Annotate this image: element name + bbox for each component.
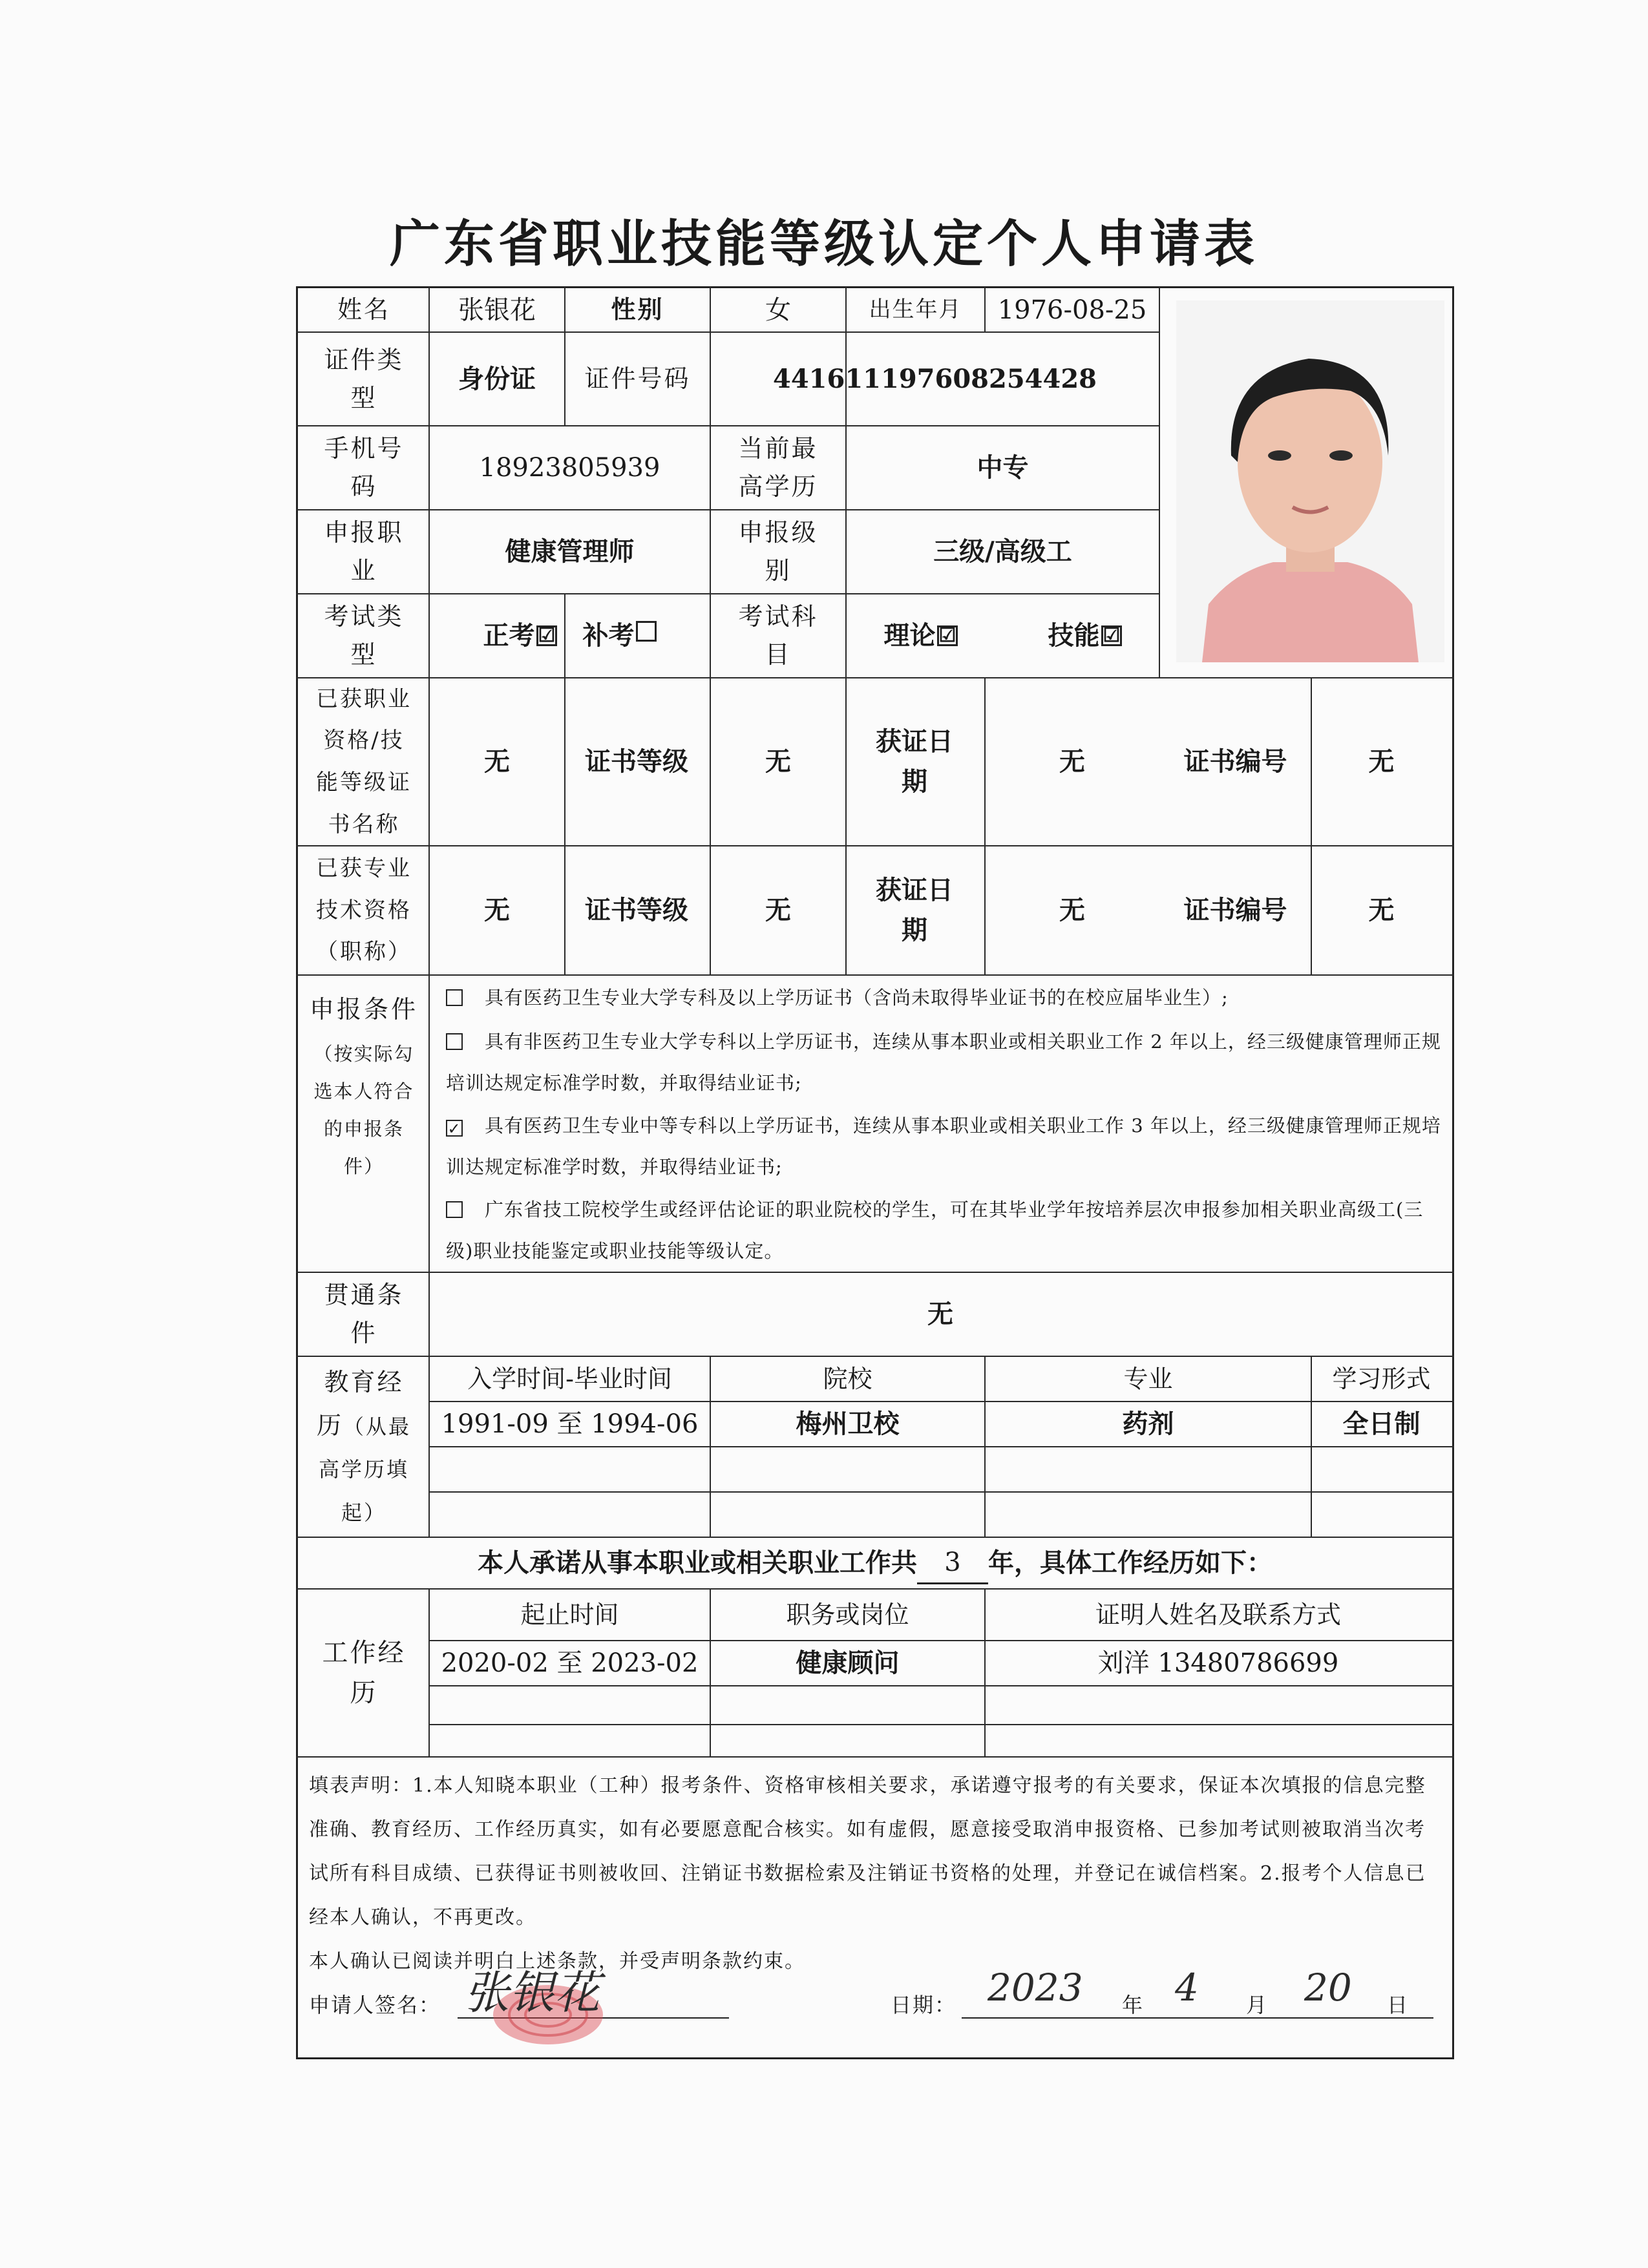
level-label: 申报级别: [738, 518, 818, 585]
edu-value: 中专: [977, 452, 1029, 483]
date-label: 日期：: [891, 1993, 957, 2017]
cert2-name: 无: [484, 895, 510, 925]
edu-header-mode: 学习形式: [1332, 1364, 1431, 1393]
checkbox-checked-icon[interactable]: ☑: [937, 625, 958, 646]
date-month: 4: [1175, 1966, 1199, 2010]
condition-item-2[interactable]: 具有非医药卫生专业大学专科以上学历证书，连续从事本职业或相关职业工作 2 年以上，经三级健康管理师正规培训达规定标准学时数，并取得结业证书;: [446, 1031, 1441, 1094]
applicant-photo: [1176, 300, 1444, 662]
form-title: 广东省职业技能等级认定个人申请表: [389, 215, 1258, 273]
work-header-position: 职务或岗位: [786, 1600, 909, 1629]
checkbox-empty-icon[interactable]: [446, 1033, 463, 1050]
date-year-unit: 年: [1122, 1993, 1143, 2017]
education-label-block: [309, 1357, 419, 1537]
id-type-label: 证件类型: [324, 345, 404, 412]
condition-item-3[interactable]: ✓ 具有医药卫生专业中等专科以上学历证书，连续从事本职业或相关职业工作 3 年以上，经三级健康管理师正规培训达规定标准学时数，并取得结业证书;: [446, 1115, 1441, 1178]
gender-label: 性别: [611, 295, 664, 324]
conditions-label: 申报条件: [309, 995, 418, 1024]
education-label-note: （从最高学历填起）: [318, 1414, 412, 1525]
date-year: 2023: [988, 1966, 1083, 2010]
signature-label: 申请人签名：: [309, 1993, 441, 2017]
occupation-label: 申报职业: [324, 518, 404, 585]
work-row-witness: 刘洋 13480786699: [1097, 1648, 1339, 1678]
level-value: 三级/高级工: [933, 536, 1072, 567]
edu-header-major: 专业: [1123, 1364, 1173, 1393]
exam-subject-skill[interactable]: 技能 ☑: [1048, 616, 1122, 656]
through-value: 无: [927, 1299, 953, 1329]
birth-label: 出生年月: [869, 297, 962, 323]
gender-value: 女: [765, 295, 791, 325]
work-label: 工作经历: [322, 1638, 406, 1708]
edu-row-mode: 全日制: [1342, 1409, 1421, 1439]
exam-type-options: [430, 594, 710, 677]
edu-row-major: 药剂: [1122, 1409, 1174, 1439]
conditions-label-block: [309, 989, 419, 1185]
edu-label: 当前最高学历: [738, 434, 818, 501]
name-value: 张银花: [458, 295, 536, 325]
occupation-value: 健康管理师: [505, 536, 635, 567]
exam-subject-options: [847, 594, 1159, 677]
id-no-label: 证件号码: [584, 364, 691, 394]
birth-value: 1976-08-25: [997, 295, 1147, 325]
work-row-period: 2020-02 至 2023-02: [441, 1648, 699, 1678]
date-day: 20: [1304, 1966, 1352, 2010]
pledge-years: 3: [917, 1542, 988, 1584]
education-label: 教育经历: [316, 1368, 404, 1440]
cert2-grade-label: 证书等级: [585, 895, 688, 925]
declaration-confirm: 本人确认已阅读并明白上述条款，并受声明条款约束。: [309, 1950, 805, 1973]
edu-row-school: 梅州卫校: [796, 1409, 900, 1439]
cert2-no: 无: [1368, 895, 1395, 925]
name-label: 姓名: [337, 295, 390, 324]
edu-row-period: 1991-09 至 1994-06: [441, 1409, 699, 1439]
cert1-label: 已获职业资格/技能等级证书名称: [316, 686, 412, 837]
work-header-period: 起止时间: [520, 1600, 619, 1629]
cert2-grade: 无: [765, 895, 791, 925]
id-type-value: 身份证: [458, 363, 536, 394]
cert1-grade: 无: [765, 746, 791, 777]
checkbox-checked-icon[interactable]: ☑: [536, 625, 557, 646]
through-label: 贯通条件: [324, 1281, 404, 1347]
cert1-no-label: 证书编号: [1183, 746, 1287, 777]
edu-header-period: 入学时间-毕业时间: [467, 1364, 672, 1393]
cert1-grade-label: 证书等级: [585, 746, 688, 777]
work-header-witness: 证明人姓名及联系方式: [1095, 1600, 1341, 1629]
exam-type-makeup[interactable]: 补考: [583, 616, 657, 656]
cert2-date-label: 获证日期: [876, 875, 953, 945]
exam-subject-theory[interactable]: 理论 ☑: [884, 616, 958, 656]
exam-subject-label: 考试科目: [738, 602, 818, 669]
condition-item-1[interactable]: 具有医药卫生专业大学专科及以上学历证书（含尚未取得毕业证书的在校应届毕业生）;: [446, 977, 1444, 1018]
cert2-no-label: 证书编号: [1183, 895, 1287, 925]
conditions-note: （按实际勾选本人符合的申报条件）: [313, 1043, 414, 1177]
declaration: [309, 1764, 1441, 1984]
edu-header-school: 院校: [823, 1364, 872, 1393]
exam-type-label: 考试类型: [324, 602, 404, 669]
date-month-unit: 月: [1246, 1993, 1267, 2017]
work-row-position: 健康顾问: [796, 1648, 900, 1678]
declaration-text: 填表声明：1.本人知晓本职业（工种）报考条件、资格审核相关要求，承诺遵守报考的有关要求，保证本次填报的信息完整准确、教育经历、工作经历真实，如有必要愿意配合核实。如有虚假，愿意接受取消申报资格、已参加考试则被取消当次考试所有科目成绩、已获得证书则被收回、注销证书数据检索及注销证书资格的处理，并登记在诚信档案。2.报考个人信息已经本人确认，不再更改。: [309, 1774, 1426, 1929]
signature-row: [309, 1951, 1446, 2035]
applicant-signature: 张银花: [464, 1966, 600, 2019]
cert2-date: 无: [1059, 895, 1085, 925]
id-no-value: 441611197608254428: [773, 363, 1097, 394]
cert1-no: 无: [1368, 746, 1395, 777]
cert2-label: 已获专业技术资格（职称）: [316, 856, 412, 965]
work-pledge: 本人承诺从事本职业或相关职业工作共 3 年，具体工作经历如下：: [299, 1538, 1451, 1588]
phone-label: 手机号码: [324, 434, 404, 501]
checkbox-empty-icon[interactable]: [446, 989, 463, 1006]
checkbox-checked-icon[interactable]: ✓: [446, 1120, 463, 1137]
phone-value: 18923805939: [479, 453, 660, 483]
cert1-name: 无: [484, 746, 510, 777]
cert1-date: 无: [1059, 746, 1085, 777]
portrait-icon: [1176, 300, 1444, 662]
condition-item-4[interactable]: 广东省技工院校学生或经评估论证的职业院校的学生，可在其毕业学年按培养层次申报参加相关职业高级工(三级)职业技能鉴定或职业技能等级认定。: [446, 1199, 1424, 1262]
date-day-unit: 日: [1387, 1993, 1408, 2017]
checkbox-checked-icon[interactable]: ☑: [1101, 625, 1122, 646]
cert1-date-label: 获证日期: [876, 726, 953, 797]
exam-type-regular[interactable]: 正考 ☑: [483, 616, 557, 656]
checkbox-empty-icon[interactable]: [446, 1201, 463, 1218]
checkbox-empty-icon[interactable]: [636, 621, 657, 642]
